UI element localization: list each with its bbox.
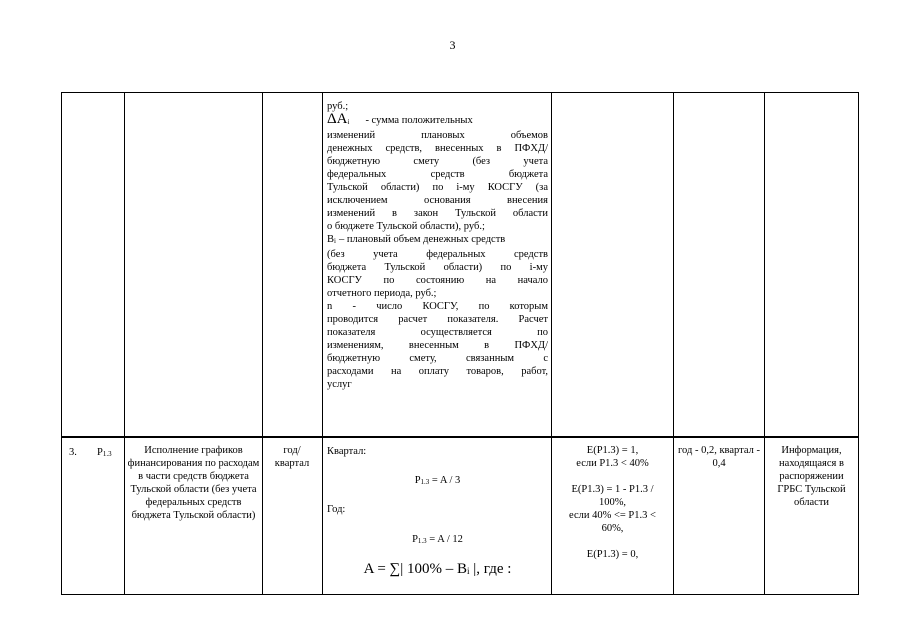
description-line: исключением основания внесения: [327, 195, 548, 206]
a-formula: A = ∑| $100\% - B_i$ |, где :: [363, 561, 512, 577]
description-line: (без учета федеральных средств: [327, 249, 548, 260]
column-divider: [262, 92, 263, 595]
description-line: федеральных средств бюджета: [327, 169, 548, 180]
description-line: услуг: [327, 379, 352, 390]
score-line: если 40% <= P1.3 <: [569, 510, 656, 521]
score-scale: [555, 444, 670, 561]
description-line: n - число КОСГУ, по которым: [327, 301, 548, 312]
score-line: 60%,: [601, 523, 624, 534]
column-divider: [124, 92, 125, 595]
table-border-left: [61, 92, 62, 595]
delta-a-symbol: $\Delta A_i$: [327, 111, 350, 127]
score-line: E(P1.3) = 0,: [586, 549, 639, 560]
description-line: о бюджете Тульской области), руб.;: [327, 221, 485, 232]
description-line: изменениям, внесенным в ПФХД/: [327, 340, 548, 351]
quarter-label: Квартал:: [327, 446, 367, 457]
description-line: изменений плановых объемов: [327, 130, 548, 141]
indicator-table: [61, 92, 859, 595]
score-line: если P1.3 < 40%: [576, 458, 649, 469]
score-line: 100%,: [598, 497, 627, 508]
column-divider: [322, 92, 323, 595]
description-line: расходами на оплату товаров, работ,: [327, 366, 548, 377]
row-number: 3.: [69, 447, 77, 458]
quarter-formula: $P_{1.3} = A / 3$: [414, 475, 461, 486]
b-symbol: $B_i$: [327, 234, 336, 245]
description-line: $B_i$ – плановый объем денежных средств: [327, 233, 548, 248]
description-line: проводится расчет показателя. Расчет: [327, 314, 548, 325]
table-border-bottom: [61, 594, 859, 595]
description-line: бюджетную смету, связанным с: [327, 353, 548, 364]
year-label: Год:: [327, 504, 346, 515]
description-line: отчетного периода, руб.;: [327, 288, 437, 299]
description-line: [327, 113, 548, 129]
indicator-name: Исполнение графиков финансирования по расходам в части средств бюджета Тульской области (без учета федеральных средств бюджета Тульской области): [127, 445, 260, 521]
score-line: E(P1.3) = 1 - P1.3 /: [571, 484, 654, 495]
indicator-weight: год - 0,2, квартал - 0,4: [678, 445, 760, 469]
description-line: руб.;: [327, 101, 349, 112]
description-line: денежных средств, внесенных в ПФХД/: [327, 143, 548, 154]
row-divider: [61, 436, 859, 438]
year-formula: $P_{1.3} = A / 12$: [412, 534, 463, 545]
indicator-unit: год/ квартал: [274, 445, 310, 469]
description-line: - сумма положительных: [365, 115, 473, 126]
table-border-right: [858, 92, 859, 595]
description-line: КОСГУ по состоянию на начало: [327, 275, 548, 286]
column-divider: [764, 92, 765, 595]
description-line: Тульской области) по i-му КОСГУ (за: [327, 182, 548, 193]
page-number: 3: [449, 38, 456, 52]
description-line: показателя осуществляется по: [327, 327, 548, 338]
description-line: бюджета Тульской области) по i-му: [327, 262, 548, 273]
description-line: изменений в закон Тульской области: [327, 208, 548, 219]
column-divider: [551, 92, 552, 595]
indicator-code: $P_{1.3}$: [97, 447, 112, 458]
formula-description-continued: [327, 100, 548, 391]
score-line: E(P1.3) = 1,: [586, 445, 639, 456]
column-divider: [673, 92, 674, 595]
data-source: Информация, находящаяся в распоряжении ГРБС Тульской области: [777, 445, 846, 508]
table-border-top: [61, 92, 859, 93]
description-line: бюджетную смету (без учета: [327, 156, 548, 167]
